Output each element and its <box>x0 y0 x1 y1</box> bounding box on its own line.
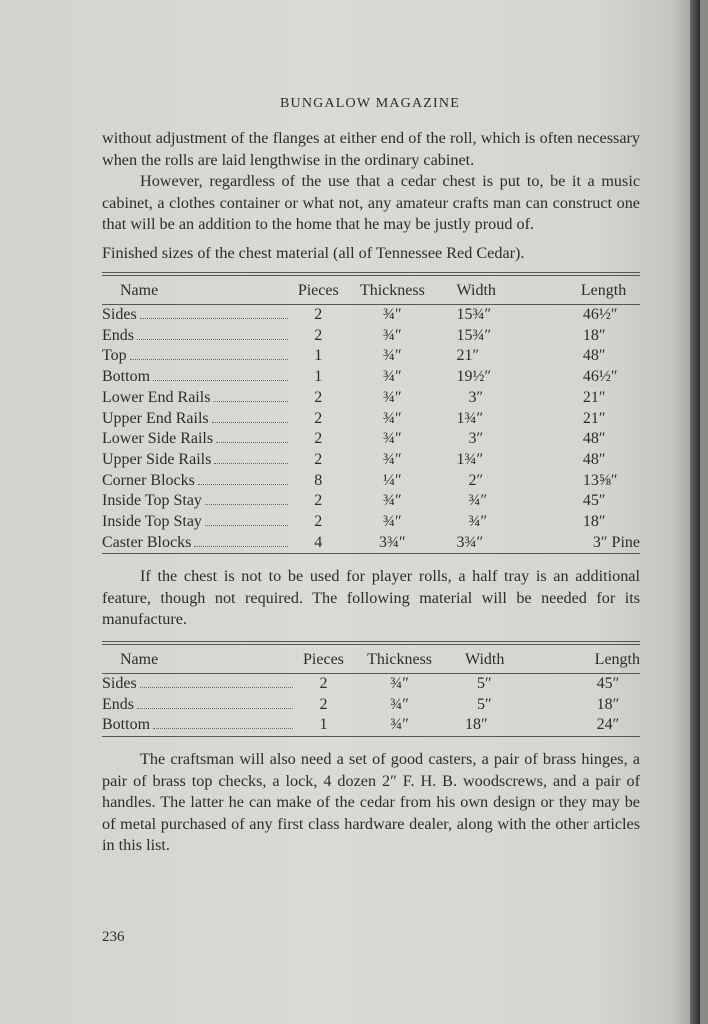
chest-material-table <box>102 276 640 553</box>
cell-length: 48″ <box>582 430 606 448</box>
leader-dots <box>153 380 288 381</box>
leader-dots <box>194 546 288 547</box>
leader-dots <box>205 504 288 505</box>
cell-name <box>102 326 290 347</box>
cell-name <box>102 673 295 694</box>
part-name: Bottom <box>102 368 151 386</box>
cell-pieces: 2 <box>314 430 323 448</box>
leader-dots <box>130 359 289 360</box>
table-row <box>102 450 640 471</box>
table-row <box>102 533 640 554</box>
cell-width: 15¾″ <box>456 326 492 344</box>
cell-length: 13⅝″ <box>582 471 618 489</box>
table-row <box>102 409 640 430</box>
table-row <box>102 512 640 533</box>
cell-pieces: 8 <box>314 471 323 489</box>
table-row <box>102 388 640 409</box>
cell-name <box>102 491 290 512</box>
cell-length: 48″ <box>582 450 606 468</box>
table-bottom-rule <box>102 553 640 554</box>
cell-width: 21″ <box>456 347 480 365</box>
cell-pieces: 2 <box>314 409 323 427</box>
table-row <box>102 305 640 326</box>
cell-thickness: ¾″ <box>383 409 402 427</box>
cell-name <box>102 346 290 367</box>
leader-dots <box>212 422 289 423</box>
part-name: Ends <box>102 695 134 713</box>
cell-name <box>102 367 290 388</box>
table-row <box>102 326 640 347</box>
leader-dots <box>216 442 288 443</box>
paragraph-cedar-chest-use: However, regardless of the use that a cedar chest is put to, be it a music cabinet, a clothes container or what not, any amateur crafts man can construct one that will be an addition to the home that he may be justly proud of. <box>102 172 640 233</box>
cell-name <box>102 695 295 716</box>
leader-dots <box>213 401 288 402</box>
col-header-length: Length <box>580 282 627 299</box>
cell-pieces: 1 <box>319 716 328 734</box>
cell-pieces: 2 <box>314 492 323 510</box>
tray-material-table <box>102 645 640 736</box>
leader-dots <box>137 708 293 709</box>
cell-thickness: ¾″ <box>383 492 402 510</box>
cell-length: 18″ <box>582 326 606 344</box>
cell-width: 1¾″ <box>456 450 484 468</box>
cell-thickness: ¾″ <box>383 306 402 323</box>
col2-header-pieces: Pieces <box>303 650 344 668</box>
cell-pieces: 4 <box>314 533 323 551</box>
paragraph-hardware: The craftsman will also need a set of good casters, a pair of brass hinges, a pair of brass top checks, a lock, 4 dozen 2″ F. H. B. woodscrews, and a pair of handles. The latter he can make of the cedar from his own design or they may be of metal purchased of any first class hardware dealer, along with the other articles in this list. <box>102 750 640 855</box>
leader-dots <box>205 525 288 526</box>
cell-width: 1¾″ <box>456 409 484 427</box>
cell-name <box>102 388 290 409</box>
tray-material-table-wrap <box>102 641 640 737</box>
cell-length: 21″ <box>582 409 606 427</box>
cell-length: 18″ <box>582 513 606 531</box>
leader-dots <box>140 687 293 688</box>
cell-thickness: ¾″ <box>383 326 402 344</box>
cell-name <box>102 429 290 450</box>
col2-header-name: Name <box>120 650 159 668</box>
cell-length: 24″ <box>596 716 620 734</box>
page-content <box>102 128 640 857</box>
cell-length: 45″ <box>596 674 620 692</box>
col2-header-width: Width <box>465 650 505 668</box>
cell-width: ¾″ <box>468 492 488 510</box>
cell-width: 15¾″ <box>456 306 492 323</box>
part-name: Upper Side Rails <box>102 450 212 468</box>
tray-material-table-body <box>102 673 640 736</box>
cell-width: 3″ <box>468 388 484 406</box>
cell-width: ¾″ <box>468 513 488 531</box>
table2-bottom-rule <box>102 736 640 737</box>
cell-name <box>102 471 290 492</box>
running-header: BUNGALOW MAGAZINE <box>280 96 460 111</box>
cell-name <box>102 715 295 736</box>
cell-name <box>102 305 290 326</box>
cell-pieces: 2 <box>314 326 323 344</box>
part-name: Caster Blocks <box>102 533 192 551</box>
cell-pieces: 1 <box>314 368 323 386</box>
book-spine-shadow <box>690 0 700 1024</box>
cell-name <box>102 512 290 533</box>
cell-length: 48″ <box>582 347 606 365</box>
cell-thickness: 3¾″ <box>379 533 406 551</box>
cell-width: 18″ <box>465 716 488 734</box>
table-row <box>102 673 640 694</box>
cell-pieces: 2 <box>314 306 323 323</box>
cell-name <box>102 450 290 471</box>
cell-length: 18″ <box>596 695 620 713</box>
col-header-name: Name <box>120 282 159 299</box>
cell-width: 5″ <box>477 674 492 692</box>
table-row <box>102 346 640 367</box>
leader-dots <box>140 318 289 319</box>
cell-width: 19½″ <box>456 368 492 386</box>
cell-name <box>102 533 290 554</box>
cell-thickness: ¾″ <box>383 347 402 365</box>
part-name: Corner Blocks <box>102 471 195 489</box>
cell-thickness: ¾″ <box>383 368 402 386</box>
cell-thickness: ¾″ <box>390 695 409 713</box>
table2-header-row <box>102 645 640 674</box>
table-row <box>102 429 640 450</box>
table-row <box>102 367 640 388</box>
leader-dots <box>198 484 288 485</box>
cell-thickness: ¼″ <box>383 471 402 489</box>
cell-thickness: ¾″ <box>383 388 402 406</box>
table-row <box>102 491 640 512</box>
cell-length: 45″ <box>582 492 606 510</box>
col-header-pieces: Pieces <box>297 282 339 299</box>
leader-dots <box>137 339 288 340</box>
cell-pieces: 2 <box>319 695 328 713</box>
col-header-thickness: Thickness <box>359 282 425 299</box>
cell-length: 46½″ <box>582 368 618 386</box>
part-name: Lower End Rails <box>102 388 211 406</box>
cell-thickness: ¾″ <box>383 450 402 468</box>
part-name: Top <box>102 347 127 365</box>
cell-width: 3¾″ <box>456 533 484 551</box>
part-name: Ends <box>102 326 134 344</box>
chest-material-table-body <box>102 305 640 554</box>
cell-width: 2″ <box>468 471 484 489</box>
paragraph-half-tray: If the chest is not to be used for player rolls, a half tray is an additional feature, though not required. The following material will be needed for its manufacture. <box>102 567 640 629</box>
leader-dots <box>214 463 288 464</box>
table-row <box>102 471 640 492</box>
col-header-width: Width <box>456 282 496 299</box>
part-name: Sides <box>102 306 137 323</box>
cell-thickness: ¾″ <box>383 513 402 531</box>
part-name: Inside Top Stay <box>102 513 202 531</box>
part-name: Bottom <box>102 716 151 734</box>
cell-width: 3″ <box>468 430 484 448</box>
cell-length: 46½″ <box>582 306 618 323</box>
table-header-row <box>102 276 640 305</box>
cell-name <box>102 409 290 430</box>
part-name: Upper End Rails <box>102 409 209 427</box>
cell-length: 21″ <box>582 388 606 406</box>
cell-length: 3″ Pine <box>592 533 640 551</box>
cell-thickness: ¾″ <box>383 430 402 448</box>
part-name: Lower Side Rails <box>102 430 214 448</box>
paragraph-continued: without adjustment of the flanges at either end of the roll, which is often necessary when the rolls are laid lengthwise in the ordinary cabinet. <box>102 129 640 169</box>
cell-pieces: 1 <box>314 347 323 365</box>
col2-header-length: Length <box>594 650 640 668</box>
part-name: Inside Top Stay <box>102 492 202 510</box>
cell-pieces: 2 <box>314 450 323 468</box>
cell-pieces: 2 <box>314 388 323 406</box>
cell-pieces: 2 <box>314 513 323 531</box>
table-row <box>102 715 640 736</box>
col2-header-thickness: Thickness <box>367 650 433 668</box>
table-caption: Finished sizes of the chest material (all of Tennessee Red Cedar). <box>102 243 525 262</box>
leader-dots <box>153 728 293 729</box>
page-number: 236 <box>102 929 125 945</box>
chest-material-table-wrap <box>102 272 640 554</box>
cell-width: 5″ <box>477 695 492 713</box>
part-name: Sides <box>102 674 137 692</box>
cell-pieces: 2 <box>319 674 328 692</box>
cell-thickness: ¾″ <box>390 716 409 734</box>
table-row <box>102 695 640 716</box>
cell-thickness: ¾″ <box>390 674 409 692</box>
